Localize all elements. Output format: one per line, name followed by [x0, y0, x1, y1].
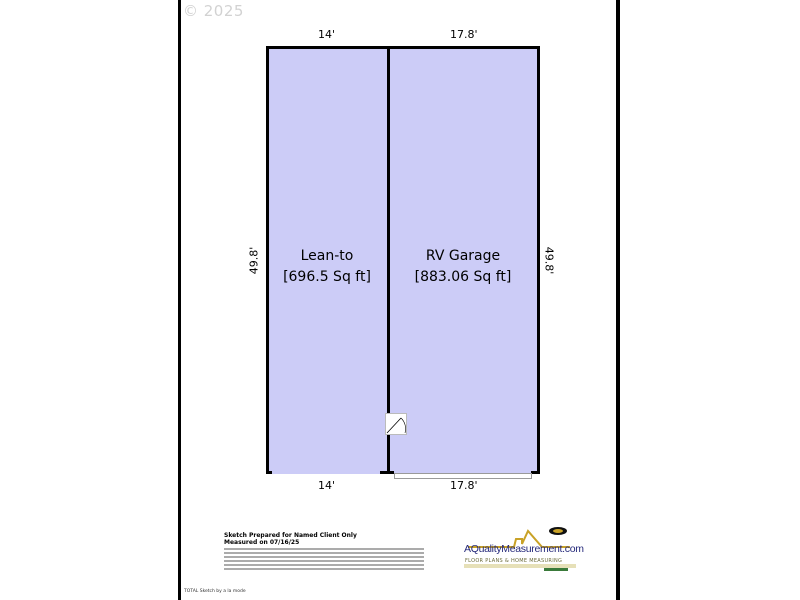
copyright-watermark: © 2025 [183, 2, 244, 20]
measured-date-line: Measured on 07/16/25 [224, 539, 300, 546]
room-area: [696.5 Sq ft] [283, 269, 371, 285]
room-name: Lean-to [300, 248, 354, 264]
prepared-for-line: Sketch Prepared for Named Client Only [224, 532, 357, 539]
dimension-left-side: 49.8' [247, 246, 261, 275]
dimension-right-side: 49.8' [542, 246, 556, 275]
disclaimer-text [224, 560, 424, 562]
right-frame-border [616, 0, 620, 600]
wall-segment [531, 471, 540, 474]
logo-text: AQualityMeasurement.com [464, 543, 584, 555]
disclaimer-text [224, 568, 424, 570]
wall-segment [266, 471, 272, 474]
logo-subtext: FLOOR PLANS & HOME MEASURING [465, 558, 563, 564]
footer-note: TOTAL Sketch by a la mode [184, 589, 246, 594]
disclaimer-text [224, 548, 424, 550]
disclaimer-text [224, 564, 424, 566]
dimension-lean-to-bottom: 14' [318, 479, 336, 492]
room-label-rv-garage [395, 246, 531, 288]
disclaimer-text [224, 552, 424, 554]
sketch-info-block [224, 532, 424, 570]
wall-segment [380, 471, 394, 474]
room-label-lean-to [272, 246, 382, 288]
room-name: RV Garage [425, 248, 501, 264]
dimension-lean-to-top: 14' [318, 28, 336, 41]
dimension-rv-garage-bottom: 17.8' [450, 479, 478, 492]
dimension-rv-garage-top: 17.8' [450, 28, 478, 41]
left-frame-border [178, 0, 181, 600]
room-area: [883.06 Sq ft] [414, 269, 512, 285]
disclaimer-text [224, 556, 424, 558]
door-swing-icon [385, 413, 407, 435]
